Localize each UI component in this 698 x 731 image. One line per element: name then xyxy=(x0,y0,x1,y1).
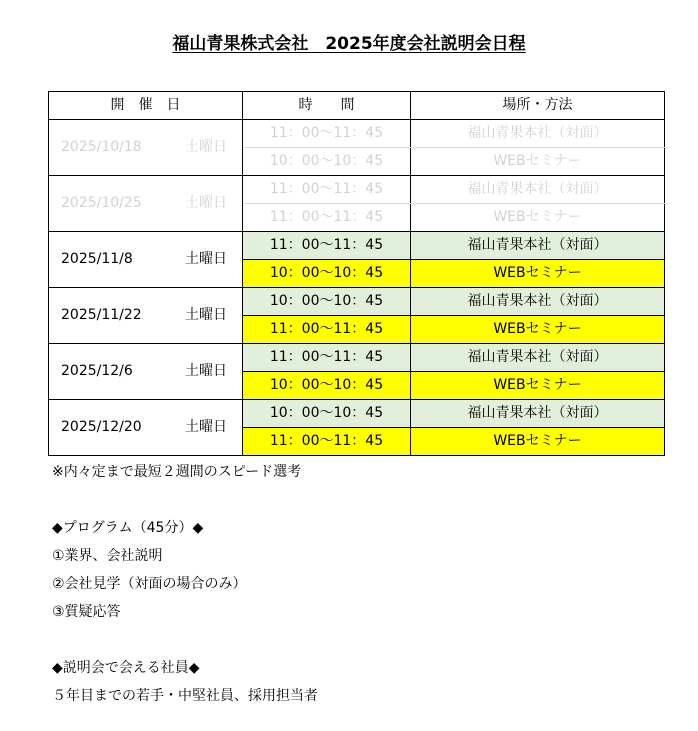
event-weekday: 土曜日 xyxy=(185,139,227,155)
session-time: 11：00〜11：45 xyxy=(243,232,411,260)
header-place: 場所・方法 xyxy=(411,92,665,120)
program-item: ③質疑応答 xyxy=(52,604,121,620)
session-time: 11：00〜11：45 xyxy=(243,428,411,456)
event-weekday: 土曜日 xyxy=(185,307,227,323)
session-time: 10：00〜10：45 xyxy=(243,400,411,428)
session-time: 10：00〜10：45 xyxy=(243,148,411,176)
event-date: 2025/11/8 xyxy=(61,251,133,267)
session-place: WEBセミナー xyxy=(411,260,665,288)
event-weekday: 土曜日 xyxy=(185,195,227,211)
staff-text: ５年目までの若手・中堅社員、採用担当者 xyxy=(52,688,318,704)
session-place: 福山青果本社（対面） xyxy=(411,344,665,372)
page-title-text: 福山青果株式会社 2025年度会社説明会日程 xyxy=(172,34,526,54)
event-weekday: 土曜日 xyxy=(185,251,227,267)
schedule-body xyxy=(49,120,665,456)
program-heading: ◆プログラム（45分）◆ xyxy=(52,520,204,536)
event-date: 2025/11/22 xyxy=(61,307,142,323)
date-cell xyxy=(49,344,243,400)
table-row xyxy=(49,344,665,372)
session-place: 福山青果本社（対面） xyxy=(411,288,665,316)
session-place: WEBセミナー xyxy=(411,204,665,232)
date-cell xyxy=(49,176,243,232)
session-time: 11：00〜11：45 xyxy=(243,204,411,232)
session-place: WEBセミナー xyxy=(411,316,665,344)
session-place: 福山青果本社（対面） xyxy=(411,232,665,260)
table-row xyxy=(49,232,665,260)
table-row xyxy=(49,288,665,316)
session-time: 10：00〜10：45 xyxy=(243,372,411,400)
program-item: ②会社見学（対面の場合のみ） xyxy=(52,576,247,592)
table-header-row xyxy=(49,92,665,120)
program-item: ①業界、会社説明 xyxy=(52,548,163,564)
session-place: WEBセミナー xyxy=(411,148,665,176)
event-weekday: 土曜日 xyxy=(185,363,227,379)
header-time: 時 間 xyxy=(243,92,411,120)
table-row xyxy=(49,120,665,148)
date-cell xyxy=(49,288,243,344)
page-title xyxy=(0,32,698,56)
header-date: 開 催 日 xyxy=(49,92,243,120)
session-time: 10：00〜10：45 xyxy=(243,260,411,288)
session-place: 福山青果本社（対面） xyxy=(411,176,665,204)
session-place: 福山青果本社（対面） xyxy=(411,120,665,148)
event-date: 2025/10/25 xyxy=(61,195,142,211)
date-cell xyxy=(49,232,243,288)
session-time: 11：00〜11：45 xyxy=(243,316,411,344)
session-time: 11：00〜11：45 xyxy=(243,176,411,204)
schedule-table xyxy=(48,91,665,456)
session-place: WEBセミナー xyxy=(411,428,665,456)
selection-note: ※内々定まで最短２週間のスピード選考 xyxy=(52,464,302,480)
session-time: 11：00〜11：45 xyxy=(243,120,411,148)
session-time: 11：00〜11：45 xyxy=(243,344,411,372)
staff-heading: ◆説明会で会える社員◆ xyxy=(52,660,200,676)
date-cell xyxy=(49,400,243,456)
event-date: 2025/12/20 xyxy=(61,419,142,435)
event-date: 2025/12/6 xyxy=(61,363,133,379)
table-row xyxy=(49,176,665,204)
session-place: WEBセミナー xyxy=(411,372,665,400)
event-date: 2025/10/18 xyxy=(61,139,142,155)
session-time: 10：00〜10：45 xyxy=(243,288,411,316)
table-row xyxy=(49,400,665,428)
date-cell xyxy=(49,120,243,176)
session-place: 福山青果本社（対面） xyxy=(411,400,665,428)
event-weekday: 土曜日 xyxy=(185,419,227,435)
